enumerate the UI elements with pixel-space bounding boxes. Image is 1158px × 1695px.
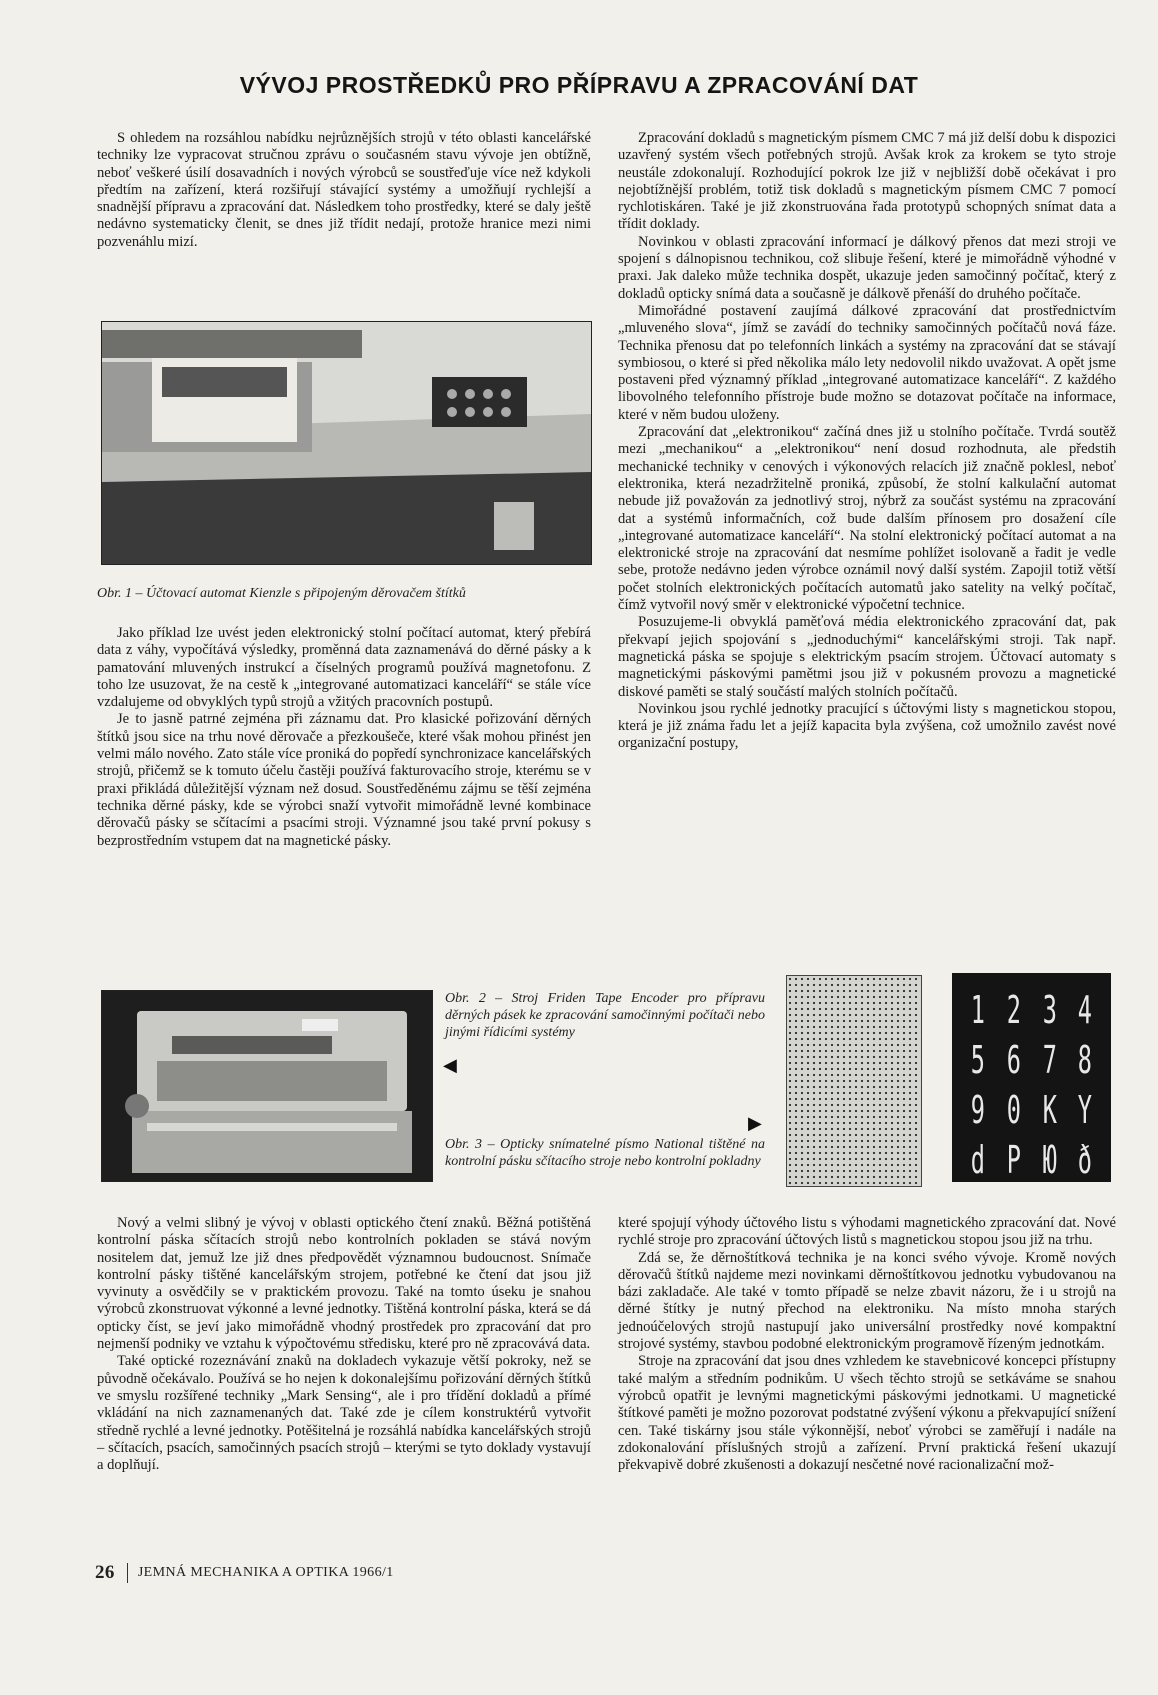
paragraph: Zpracování dokladů s magnetickým písmem CMC 7 má již delší dobu k dispozici uzavřený systém všech potřebných strojů. Avšak krok za krokem se tyto stroje neustále zdokonalují. Rozhodující pokrok lze již v nejbližší době očekávat i pro nejobtížnější problém, totiž tisk dokladů s magnetickým písmem CMC 7 pomocí rychlotiskáren. Také je již zkonstruována řada prototypů schopných snímat data a třídit doklady. <box>618 130 1116 233</box>
paragraph: které spojují výhody účtového listu s výhodami magnetického zpracování dat. Nové rychlé stroje pro zpracování účtových listů s magnetickou stopou jsou již na trhu. <box>618 1215 1116 1249</box>
column-right-bottom <box>618 1215 1116 1474</box>
glyph-grid <box>952 973 1111 1197</box>
glyph: 0 <box>1006 1088 1021 1132</box>
glyph: 2 <box>1006 988 1021 1032</box>
glyph: Ю <box>1042 1138 1057 1182</box>
figure-1-caption: Obr. 1 – Účtovací automat Kienzle s připojeným děrovačem štítků <box>97 586 466 601</box>
page-footer <box>95 1562 394 1584</box>
glyph: 4 <box>1078 988 1093 1032</box>
figure-2-caption: Obr. 2 – Stroj Friden Tape Encoder pro přípravu děrných pásek ke zpracování samočinnými počítači nebo jinými řídicími systémy <box>445 991 765 1040</box>
paragraph: Zpracování dat „elektronikou“ začíná dnes již u stolního počítače. Tvrdá soutěž mezi „mechanikou“ a „elektronikou“ není dosud rozhodnuta, ale předstih mechanické techniky v cenových i výkonových relacích již značně poklesl, neboť elektronika, která nezadržitelně proniká, způsobí, že stolní kalkulační automat nebude již považován za jednotlivý stroj, nýbrž za součást systému na zpracování dat a systémů informačních, což bude dalším přínosem pro dosažení cíle „integrované automatizace kanceláří“. Na stolní elektronický počítací automat a na elektronické stroje na zpracování dat nesmíme pohlížet isolovaně a řadit je vedle sebe, protože nedávno jeden výrobce oznámil nový další systém. Zapojil totiž větší počet stolních elektronických počítacích automatů jako satelity na velký počítač, čímž vytvořil nový směr v elektronické výpočetní technice. <box>618 424 1116 614</box>
journal-name: JEMNÁ MECHANIKA A OPTIKA 1966/1 <box>137 1565 394 1580</box>
paragraph: Zdá se, že děrnoštítková technika je na konci svého vývoje. Kromě nových děrovačů štítků najdeme mezi novinkami děrnoštítkovou jednotku vybudovanou na bázi zakladače. Ale také v tomto případě se nelze zbavit názoru, že i u strojů na děrné štítky je nutný přechod na elektroniku. Na místo mnoha starých jednoúčelových strojů nastupují jako universální prostředky nové kompaktní strojové systémy, stavbou podobné elektronickým programově řízeným jednotkám. <box>618 1249 1116 1353</box>
glyph: 6 <box>1006 1038 1021 1082</box>
glyph: 8 <box>1078 1038 1093 1082</box>
friden-tape-encoder-illustration <box>102 991 432 1181</box>
glyph: 7 <box>1042 1038 1057 1082</box>
arrow-right-icon: ▶ <box>748 1113 762 1133</box>
paragraph: Posuzujeme-li obvyklá paměťová média elektronického zpracování dat, pak překvapí jejich spojování s „jednoduchými“ kancelářskými stroji. Tak např. magnetická páska se spojuje s elektrickým psacím strojem. Účtovací automaty s magnetickými páskovými pamětmi jsou již v pokusném provozu a magnetické diskové paměti se stalý součástí malých stolních počítačů. <box>618 614 1116 700</box>
optical-print-sample <box>786 975 922 1187</box>
glyph: d <box>970 1138 985 1182</box>
paragraph: Jako příklad lze uvést jeden elektronický stolní počítací automat, který přebírá data z váhy, vypočítává výsledky, proměnná data zaznamenává do děrné pásky a k pamatování mluvených instrukcí a číselných programů používá magnetofonu. Z toho lze usuzovat, že na cestě k „integrované automatizaci kanceláří“ se stále více vzdalujeme od obvyklých typů strojů a vžitých pracovních postupů. <box>97 625 591 711</box>
glyph: 5 <box>970 1038 985 1082</box>
paragraph: Nový a velmi slibný je vývoj v oblasti optického čtení znaků. Běžná potištěná kontrolní páska sčítacích strojů nebo kontrolních pokladen se stává novým nositelem dat, jemuž lze již dnes předpovědět významnou budoucnost. Snímače kontrolní pásky tištěné kancelářským strojem, potřebné ke čtení dat jsou již vyvinuty a osvědčily se v praktickém provozu. Také na tomto úseku je snahou výrobců zkonstruovat výkonné a levné jednotky. Tištěná kontrolní páska, která se dá opticky číst, se jeví jako mimořádně vhodný prostředek pro zpracování dat pro nejmenší podniky ve vztahu k výpočtovému středisku, které pro ně zpracovává data. <box>97 1215 591 1353</box>
page-number: 26 <box>95 1562 115 1583</box>
paragraph: Je to jasně patrné zejména při záznamu dat. Pro klasické pořizování děrných štítků jsou sice na trhu nové děrovače a přezkoušeče, které však mohou přinést jen velmi málo nového. Zato stále více proniká do popředí synchronizace kancelářských strojů, přičemž se k tomuto účelu častěji používá fakturovacího stroje, kterému se v praxi přikládá důležitější význam než dosud. Soustředěnému zájmu se těší zejména technika děrné pásky, kde se výrobci snaží vytvořit mimořádně levné kombinace děrovačů pásky se sčítacími a psacími stroji. Významné jsou také první pokusy s bezprostředním vstupem dat na magnetické pásky. <box>97 711 591 849</box>
column-left-bottom <box>97 1215 591 1474</box>
footer-divider <box>127 1563 128 1583</box>
article-title: VÝVOJ PROSTŘEDKŮ PRO PŘÍPRAVU A ZPRACOVÁNÍ DAT <box>239 72 919 98</box>
paragraph: Mimořádné postavení zaujímá dálkové zpracování dat prostřednictvím „mluveného slova“, jímž se zavádí do techniky samočinných počítačů nová fáze. Technika přenosu dat po telefonních linkách a systémy na zpracování dat se stávají symbiosou, o které si před několika málo lety nedovolil nikdo uvažovat. A opět jsme postaveni před významný příklad „integrované automatizace kanceláří“. Z každého libovolného telefonního přístroje bude možno se dotazovat počítače na informace, které v něm budou uloženy. <box>618 302 1116 423</box>
glyph: P <box>1006 1138 1021 1182</box>
arrow-left-icon: ◀ <box>443 1055 457 1075</box>
paragraph: Také optické rozeznávání znaků na dokladech vykazuje větší pokroky, než se původně očekávalo. Používá se ho nejen k dokonalejšímu pořizování děrných štítků ve smyslu rozšířené techniky „Mark Sensing“, ale i pro třídění dokladů a přímé vkládání na nich zaznamenaných dat. Také zde je cílem konstruktérů vytvořit středně rychlé a levné jednotky. Potěšitelná je rozsáhlá nabídka kancelářských strojů – sčítacích, psacích, samočinných psacích strojů – kterými se tyto doklady vystavují a doplňují. <box>97 1353 591 1474</box>
figure-2-photo <box>101 990 433 1182</box>
glyph: ð <box>1078 1138 1093 1182</box>
paragraph: Stroje na zpracování dat jsou dnes vzhledem ke stavebnicové koncepci přístupny také malým a středním podnikům. U všech těchto strojů se setkáváme se snahou výrobců opatřit je levnými magnetickými páskovými jednotkami. U magnetické štítkové paměti je možno pozorovat podstatné zvýšení výkonu a překvapující snížení cen. Také tiskárny jsou stále výkonnější, neboť výrobci se zaměřují i nadále na zdokonalování příslušných strojů a zařízení. První praktická řešení ukazují překvapivě dobré zkušenosti a dokazují nesčetné nové racionalizační mož- <box>618 1353 1116 1474</box>
figure-1-photo <box>101 321 592 565</box>
glyph: 9 <box>970 1088 985 1132</box>
optical-font-glyph-panel <box>952 973 1111 1182</box>
glyph: 1 <box>970 988 985 1032</box>
glyph: K <box>1042 1088 1057 1132</box>
column-right-top <box>618 130 1116 753</box>
paragraph: S ohledem na rozsáhlou nabídku nejrůznějších strojů v této oblasti kancelářské techniky lze vypracovat stručnou zprávu o současném stavu vývoje jen obtížně, neboť veškeré úsilí dosavadních i nových výrobců se soustřeďuje více než kdykoli předtím na zařízení, která rozšiřují stávající systémy a umožňují rychlejší a snadnější přípravu a zpracování dat. Následkem toho prostředky, které se daly ještě nedávno systematicky členit, se dnes již třídit nedají, protože hranice mezi nimi pozvenáhlu mizí. <box>97 130 591 250</box>
glyph: 3 <box>1042 988 1057 1032</box>
kienzle-machine-illustration <box>102 322 591 564</box>
glyph: Y <box>1078 1088 1093 1132</box>
paragraph: Novinkou jsou rychlé jednotky pracující s účtovými listy s magnetickou stopou, která je již známa řadu let a jejíž kapacita byla zvýšena, což umožnilo zavést nové organizační postupy, <box>618 700 1116 752</box>
figure-3-caption: Obr. 3 – Opticky snímatelné písmo National tištěné na kontrolní pásku sčítacího stroje nebo kontrolní pokladny <box>445 1137 765 1169</box>
column-left-middle <box>97 625 591 850</box>
paragraph: Novinkou v oblasti zpracování informací je dálkový přenos dat mezi stroji ve spojení s dálnopisnou technikou, což slibuje řešení, které je mimořádně výhodné v praxi. Jak daleko může technika dospět, ukazuje jeden samočinný počítač, který z dokladů opticky snímá data a současně je dálkově přenáší do druhého počítače. <box>618 233 1116 302</box>
column-left-top <box>97 130 591 251</box>
